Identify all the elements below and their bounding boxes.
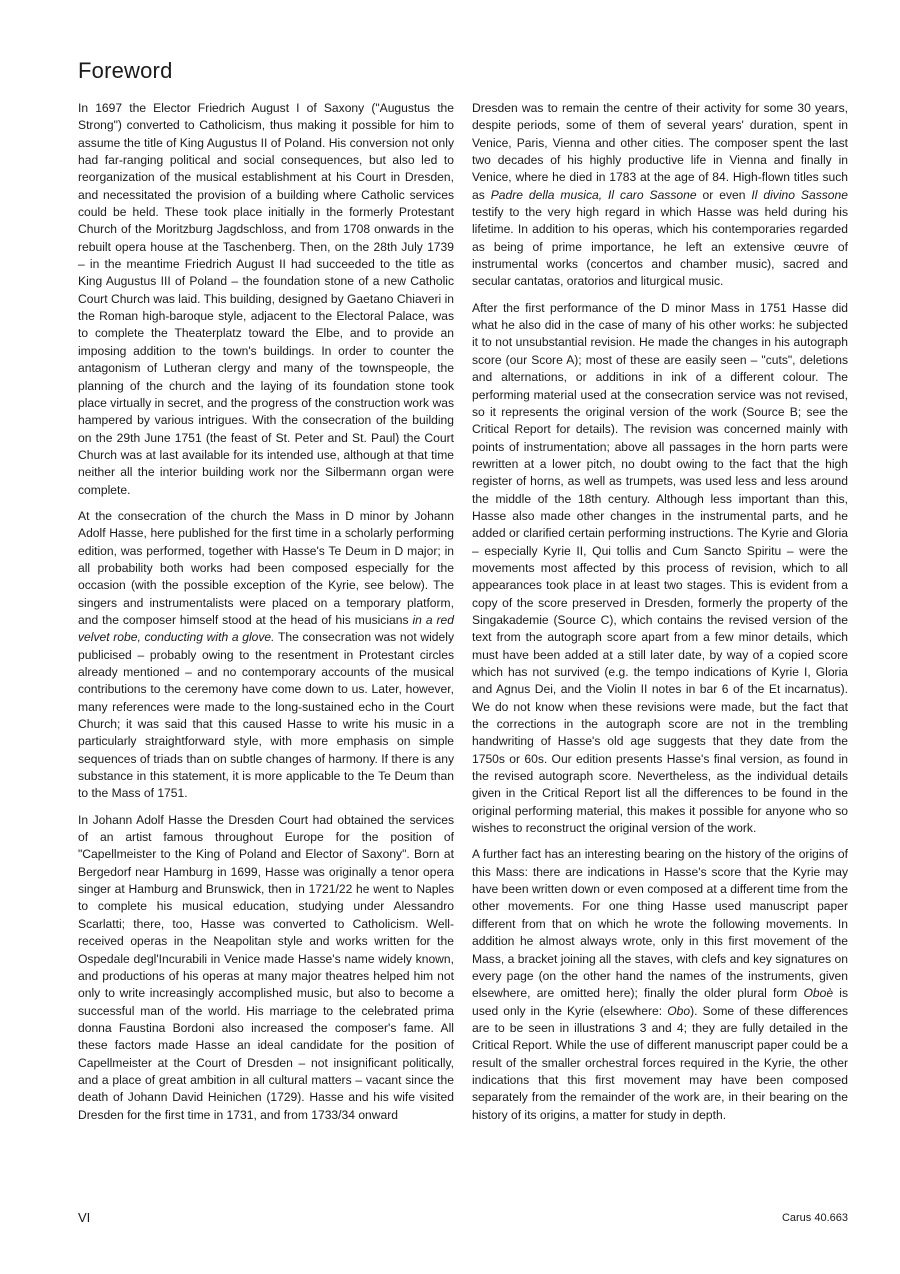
paragraph: At the consecration of the church the Mass in D minor by Johann Adolf Hasse, here published for the first time in a scholarly performing edition, was performed, together with Hasse's Te Deum in D major; in all probability both works had been composed especially for the occasion (with the possible exception of the Kyrie, see below). The singers and instrumentalists were placed on a temporary platform, and the composer himself stood at the head of his musicians in a red velvet robe, conducting with a glove. The consecration was not widely publicised – probably owing to the resentment in Protestant circles already mentioned – and no contemporary accounts of the musical contributions to the ceremony have come down to us. Later, however, many references were made to the long-sustained echo in the Court Church; it was said that this caused Hasse to write his music in a particularly straightforward style, with more emphasis on simple sequences of triads than on subtle changes of harmony. If there is any substance in this statement, it is more applicable to the Te Deum than to the Mass of 1751.: [78, 508, 454, 801]
page-number: VI: [78, 1210, 91, 1225]
paragraph: Dresden was to remain the centre of their activity for some 30 years, despite periods, some of them of several years' duration, spent in Venice, Paris, Vienna and other cities. The composer spent the last two decades of his highly productive life in Vienna and finally in Venice, where he died in 1783 at the age of 84. High-flown titles such as Padre della musica, Il caro Sassone or even Il divino Sassone testify to the very high regard in which Hasse was held during his lifetime. In addition to his operas, which his contemporaries regarded as being of prime importance, he left an extensive œuvre of instrumental works (concertos and chamber music), sacred and secular cantatas, oratorios and liturgical music.: [472, 101, 848, 289]
left-column: [78, 100, 454, 1124]
page-title: Foreword: [78, 58, 173, 83]
catalog-number: Carus 40.663: [781, 1212, 848, 1224]
paragraph: A further fact has an interesting bearing on the history of the origins of this Mass: there are indications in Hasse's score that the Kyrie may have been written down or even composed at a different time from the other movements. For one thing Hasse used manuscript paper different from that on which he wrote the following movements. In addition he almost always wrote, only in this first movement of the Mass, a bracket joining all the staves, with clefs and key signatures on every page (on the other hand the names of the instruments, given elsewhere, are omitted here); finally the older plural form Oboè is used only in the Kyrie (elsewhere: Obo). Some of these differences are to be seen in illustrations 3 and 4; they are fully detailed in the Critical Report. While the use of different manuscript paper could be a result of the smaller orchestral forces required in the Kyrie, the other indications that this first movement may have been composed separately from the remainder of the work are, in their bearing on the history of its origins, a matter for study in depth.: [472, 847, 849, 1122]
right-column: [472, 100, 848, 1124]
paragraph: In Johann Adolf Hasse the Dresden Court had obtained the services of an artist famous throughout Europe for the position of "Capellmeister to the King of Poland and Elector of Saxony". Born at Bergedorf near Hamburg in 1699, Hasse was originally a tenor opera singer at Hamburg and Brunswick, then in 1721/22 he went to Naples to complete his musical education, studying under Alessandro Scarlatti; there, too, Hasse was converted to Catholicism. Well-received operas in the Neapolitan style and works written for the Ospedale degl'Incurabili in Venice made Hasse's name widely known, and productions of his operas at many major theatres helped him not only to write increasingly accomplished music, but also to become a successful man of the world. His marriage to the celebrated prima donna Faustina Bordoni also increased the composer's fame. All these factors made Hasse an ideal candidate for the position of Capellmeister at the Court of Dresden – not insignificant politically, and a place of great ambition in all cultural matters – vacant since the death of Johann David Heinichen (1729). Hasse and his wife visited Dresden for the first time in 1731, and from 1733/34 onward: [78, 812, 454, 1122]
paragraph: In 1697 the Elector Friedrich August I of Saxony ("Augustus the Strong") converted to Catholicism, thus making it possible for him to assume the title of King Augustus II of Poland. His conversion not only had far-ranging political and social consequences, but also led to reorganization of the musical establishment at his Court in Dresden, and necessitated the provision of a building where Catholic services could be held. These took place initially in the formerly Protestant Church of the Moritzburg Jagdschloss, and from 1708 onwards in the rebuilt opera house at the Taschenberg. Then, on the 28th July 1739 – in the meantime Friedrich August II had succeeded to the title as King Augustus III of Poland – the foundation stone of a new Catholic Court Church was laid. This building, designed by Gaetano Chiaveri in the Roman high-baroque style, adjacent to the Electoral Palace, was to complete the Theaterplatz toward the Elbe, and to provide an imposing addition to the town's buildings. In order to counter the antagonism of Lutheran clergy and many of the townspeople, the planning of the church and the laying of its foundation stone took place virtually in secret, and the progress of the construction work was hampered by various intrigues. With the consecration of the building on the 29th June 1751 (the feast of St. Peter and St. Paul) the Court Church was at last available for its intended use, although at that time neither all the interior building work nor the Silbermann organ were complete.: [78, 101, 454, 497]
paragraph: After the first performance of the D minor Mass in 1751 Hasse did what he also did in the case of many of his other works: he subjected it to not unsubstantial revision. He made the changes in his autograph score (our Score A); most of these are easily seen – "cuts", deletions and alternations, or additions in ink of a different colour. The performing material used at the consecration service was not revised, so it represents the original version of the work (Source B; see the Critical Report for details). The revision was concerned mainly with points of instrumentation; above all passages in the horn parts were rewritten at a lower pitch, no doubt owing to the fact that the high register of horns, as well as trumpets, was used less and less around the middle of the 18th century. Although less important than this, Hasse also made other changes in the instrumental parts, and he added or clarified certain performing instructions. The Kyrie and Gloria – especially Kyrie II, Qui tollis and Cum Sancto Spiritu – were the movements most affected by this process of revision, which to all appearances took place in at least two stages. This is evident from a copy of the score preserved in Dresden, formerly the property of the Singakademie (Source C), which contains the revised version of the text from the autograph score apart from a few minor details, which must have been added at a still later date, by way of a copied score which has not survived (e.g. the tempo indications of Kyrie I, Gloria and Agnus Dei, and the Violin II notes in bar 6 of the Et incarnatus). We do not know when these revisions were made, but the fact that the corrections in the autograph score are not in the trembling handwriting of Hasse's old age suggests that they date from the 1750s or 60s. Our edition presents Hasse's final version, as found in the revised autograph score. Nevertheless, as the individual details given in the Critical Report list all the differences to be found in the original performing material, this makes it possible for anyone who so wishes to reconstruct the original version of the work.: [472, 300, 848, 836]
